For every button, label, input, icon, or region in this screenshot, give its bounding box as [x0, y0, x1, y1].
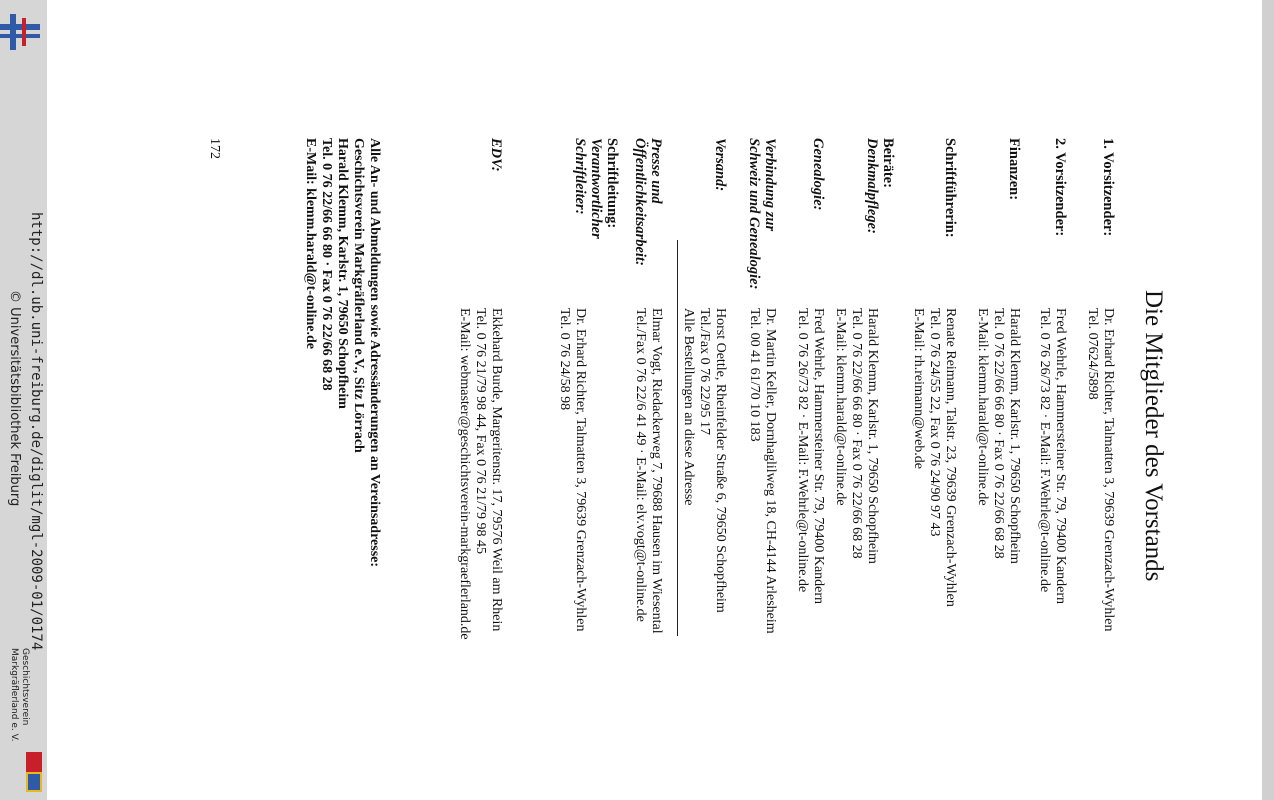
- footer-line: Alle An- und Abmeldungen sowie Adressänderungen an Vereinsadresse:: [367, 138, 382, 568]
- entry-line: Horst Oettle, Rheinfelder Straße 6, 79650 Schopfheim: [713, 308, 728, 613]
- entry-label-sub: Verantwortlicher: [588, 138, 604, 239]
- entry-line: Dr. Martin Keller, Dornhaglilweg 18, CH-4144 Arlesheim: [763, 308, 778, 634]
- entry-label: Schriftführerin:: [942, 138, 958, 238]
- entry-line: Renate Reimann, Talstr. 23, 79639 Grenzach-Wyhlen: [943, 308, 958, 607]
- document-page: [47, 0, 1262, 800]
- entry-line: Tel. 0 76 24/55 22, Fax 0 76 24/90 97 43: [927, 308, 942, 537]
- entry-label-sub: Schweiz und Genealogie:: [746, 138, 762, 290]
- entry-label-sub: Öffentlichkeitsarbeit:: [632, 138, 648, 266]
- footer-line: Geschichtsverein Markgräflerland e.V., Sitz Lörrach: [351, 138, 366, 453]
- entry-label: 2. Vorsitzender:: [1052, 138, 1068, 237]
- page-content-rotated: [47, 0, 1262, 800]
- entry-line: Harald Klemm, Karlstr. 1, 79650 Schopfheim: [1007, 308, 1022, 564]
- entry-label: 1. Vorsitzender:: [1100, 138, 1116, 237]
- entry-label: Presse und: [648, 138, 664, 204]
- entry-line: Tel. 0 76 21/79 98 44, Fax 0 76 21/79 98 45: [473, 308, 488, 554]
- entry-label: Genealogie:: [810, 138, 826, 211]
- entry-label: EDV:: [488, 138, 504, 172]
- entry-line: E-Mail: rh.reimann@web.de: [911, 308, 926, 470]
- entry-line: Fred Wehrle, Hammersteiner Str. 79, 79400 Kandern: [1053, 308, 1068, 605]
- separator-line: [677, 240, 678, 636]
- entry-line: Alle Bestellungen an diese Adresse: [681, 308, 696, 506]
- entry-label-sub: Schriftleiter:: [572, 138, 588, 215]
- entry-label: Verbindung zur: [762, 138, 778, 232]
- entry-line: Harald Klemm, Karlstr. 1, 79650 Schopfheim: [865, 308, 880, 564]
- page-number: 172: [207, 138, 222, 159]
- viewer-left-strip: [0, 0, 47, 800]
- entry-label: Schriftleitung:: [604, 138, 620, 229]
- viewer-right-strip: [1262, 0, 1274, 800]
- entry-line: Tel./Fax 0 76 22/95 17: [697, 308, 712, 435]
- entry-label: Beiräte:: [880, 138, 896, 188]
- publisher-line-1: Geschichtsverein: [20, 648, 30, 726]
- entry-line: Tel. 07624/5898: [1085, 308, 1100, 400]
- entry-line: Fred Wehrle, Hammersteiner Str. 79, 79400 Kandern: [811, 308, 826, 605]
- viewer-rotated-text: [8, 0, 48, 800]
- entry-line: Dr. Erhard Richter, Talmatten 3, 79639 Grenzach-Wyhlen: [573, 308, 588, 632]
- entry-line: Tel. 00 41 61/70 10 183: [747, 308, 762, 442]
- footer-line: Harald Klemm, Karlstr. 1, 79650 Schopfheim: [335, 138, 350, 409]
- footer-line: E-Mail: klemm.harald@t-online.de: [303, 138, 318, 349]
- entry-line: E-Mail: klemm.harald@t-online.de: [975, 308, 990, 506]
- entry-line: Dr. Erhard Richter, Talmatten 3, 79639 Grenzach-Wyhlen: [1101, 308, 1116, 632]
- entry-line: E-Mail: klemm.harald@t-online.de: [833, 308, 848, 506]
- entry-line: E-Mail: webmaster@geschichtsverein-markgraeflerland.de: [457, 308, 472, 640]
- crest-logo-icon: [26, 752, 42, 792]
- publisher-line-2: Markgräflerland e. V.: [9, 648, 19, 742]
- entry-line: Tel./Fax 0 76 22/6 41 49 · E-Mail: elv.vogt@t-online.de: [633, 308, 648, 622]
- copyright-text: © Universitätsbibliothek Freiburg: [7, 290, 22, 507]
- entry-line: Elmar Vogt, Riedackerweg 7, 79688 Hausen im Wiesental: [649, 308, 664, 634]
- entry-line: Tel. 0 76 24/58 98: [557, 308, 572, 411]
- publisher-name: [8, 648, 30, 741]
- entry-label: Finanzen:: [1006, 138, 1022, 201]
- entry-line: Ekkehard Burde, Margeritenstr. 17, 79576 Weil am Rhein: [489, 308, 504, 632]
- document-url[interactable]: http://dl.ub.uni-freiburg.de/diglit/mgl-2009-01/0174: [28, 212, 44, 651]
- page-title: Die Mitglieder des Vorstands: [1140, 290, 1167, 582]
- entry-line: Tel. 0 76 22/66 66 80 · Fax 0 76 22/66 68 28: [849, 308, 864, 559]
- entry-line: Tel. 0 76 26/73 82 · E-Mail: F.Wehrle@t-online.de: [795, 308, 810, 593]
- entry-line: Tel. 0 76 22/66 66 80 · Fax 0 76 22/66 68 28: [991, 308, 1006, 559]
- entry-label: Versand:: [712, 138, 728, 192]
- entry-label-sub: Denkmalpflege:: [864, 138, 880, 234]
- footer-line: Tel. 0 76 22/66 66 80 · Fax 0 76 22/66 68 28: [319, 138, 334, 391]
- entry-line: Tel. 0 76 26/73 82 · E-Mail: F.Wehrle@t-online.de: [1037, 308, 1052, 593]
